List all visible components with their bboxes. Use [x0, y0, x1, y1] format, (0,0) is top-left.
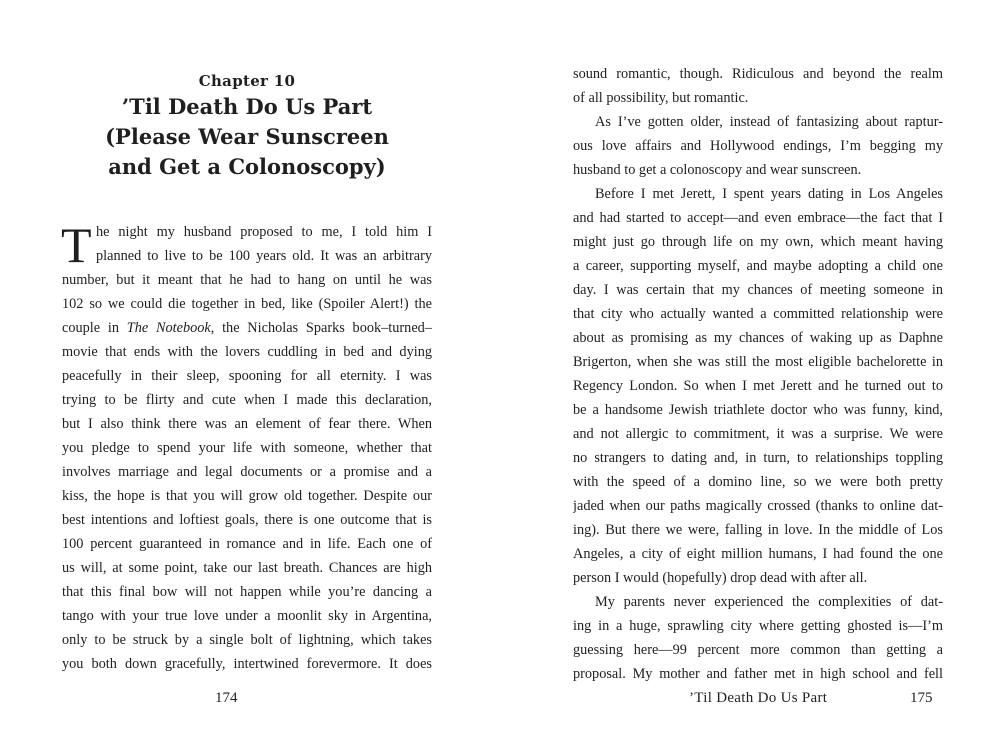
- body-text-right: [573, 62, 943, 686]
- chapter-title-line: and Get a Colonoscopy): [108, 154, 386, 179]
- text-line: guessing here—99 percent more common than getting a: [573, 642, 943, 658]
- text-line: movie that ends with the lovers cuddling in bed and dying: [62, 344, 432, 360]
- text-line: he night my husband proposed to me, I told him I: [96, 224, 432, 240]
- text-line: peacefully in their sleep, spooning for all eternity. I was: [62, 368, 432, 384]
- page-number: 174: [215, 690, 238, 706]
- text-line: ing in a huge, sprawling city where getting ghosted is—I’m: [573, 618, 943, 634]
- text-line: Angeles, a city of eight million humans, I had found the one: [573, 546, 943, 562]
- text-line: and had started to accept—and even embrace—the fact that I: [573, 210, 943, 226]
- text-line: no strangers to dating and, in turn, to relationships toppling: [573, 450, 943, 466]
- text-line: but I also think there was an element of fear there. When: [62, 416, 432, 432]
- text-line: best intentions and loftiest goals, there is one outcome that is: [62, 512, 432, 528]
- text-line: proposal. My mother and father met in high school and fell: [573, 666, 943, 682]
- chapter-title: [62, 92, 432, 182]
- text-line: 102 so we could die together in bed, like (Spoiler Alert!) the: [62, 296, 432, 312]
- text-line: person I would (hopefully) drop dead with after all.: [573, 570, 868, 586]
- page-number: 175: [910, 690, 933, 706]
- text-line: As I’ve gotten older, instead of fantasizing about raptur-: [595, 114, 943, 130]
- text-line: that city who actually wanted a committed relationship were: [573, 306, 943, 322]
- text-line: ing). But there we were, falling in love. In the middle of Los: [573, 522, 943, 538]
- text-line: day. I was certain that my chances of meeting someone in: [573, 282, 943, 298]
- text-line: planned to live to be 100 years old. It was an arbitrary: [96, 248, 432, 264]
- text-line: only to be struck by a single bolt of lightning, which takes: [62, 632, 432, 648]
- body-text-left: [61, 217, 432, 676]
- text-line: you pledge to spend your life with someone, whether that: [62, 440, 432, 456]
- text-line: Before I met Jerett, I spent years dating in Los Angeles: [595, 186, 943, 202]
- text-line: tango with your true love under a moonlit sky in Argentina,: [62, 608, 432, 624]
- text-line: Brigerton, when she was still the most eligible bachelorette in: [573, 354, 943, 370]
- running-head: ’Til Death Do Us Part: [689, 690, 828, 706]
- text-line: us will, at some point, take our last breath. Chances are high: [62, 560, 432, 576]
- drop-cap: T: [61, 217, 92, 273]
- text-line: and not allergic to commitment, it was a surprise. We were: [573, 426, 943, 442]
- chapter-label: Chapter 10: [198, 72, 296, 90]
- text-line: jaded when our paths magically crossed (thanks to online dat-: [573, 498, 943, 514]
- text-line: [62, 316, 432, 340]
- text-line: husband to get a colonoscopy and wear sunscreen.: [573, 162, 862, 178]
- text-line: that this final bow will not happen while you’re dancing a: [62, 584, 432, 600]
- text-line: trying to be flirty and cute when I made this declaration,: [62, 392, 432, 408]
- text-fragment: couple in: [62, 320, 127, 336]
- book-title: The Notebook: [126, 320, 211, 336]
- text-line: of all possibility, but romantic.: [573, 90, 749, 106]
- text-line: number, but it meant that he had to hang on until he was: [62, 272, 432, 288]
- chapter-title-line: (Please Wear Sunscreen: [105, 124, 389, 149]
- chapter-title-line: ’Til Death Do Us Part: [121, 94, 373, 119]
- text-line: about as promising as my chances of waking up as Daphne: [573, 330, 943, 346]
- right-page: [500, 0, 1000, 750]
- text-line: might just go through life on my own, which meant having: [573, 234, 943, 250]
- text-line: with the speed of a domino line, so we were both pretty: [573, 474, 943, 490]
- text-line: involves marriage and legal documents or a promise and a: [62, 464, 432, 480]
- text-line: be a handsome Jewish triathlete doctor who was funny, kind,: [573, 402, 943, 418]
- text-line: sound romantic, though. Ridiculous and beyond the realm: [573, 66, 943, 82]
- text-fragment: , the Nicholas Sparks book–turned–: [210, 320, 432, 336]
- text-line: ous love affairs and Hollywood endings, I’m begging my: [573, 138, 943, 154]
- text-line: you both down gracefully, intertwined forevermore. It does: [62, 656, 432, 672]
- text-line: My parents never experienced the complexities of dat-: [595, 594, 943, 610]
- text-line: a career, supporting myself, and maybe adopting a child one: [573, 258, 943, 274]
- text-line: Regency London. So when I met Jerett and he turned out to: [573, 378, 943, 394]
- text-line: kiss, the hope is that you will grow old together. Despite our: [62, 488, 432, 504]
- text-line: 100 percent guaranteed in romance and in life. Each one of: [62, 536, 432, 552]
